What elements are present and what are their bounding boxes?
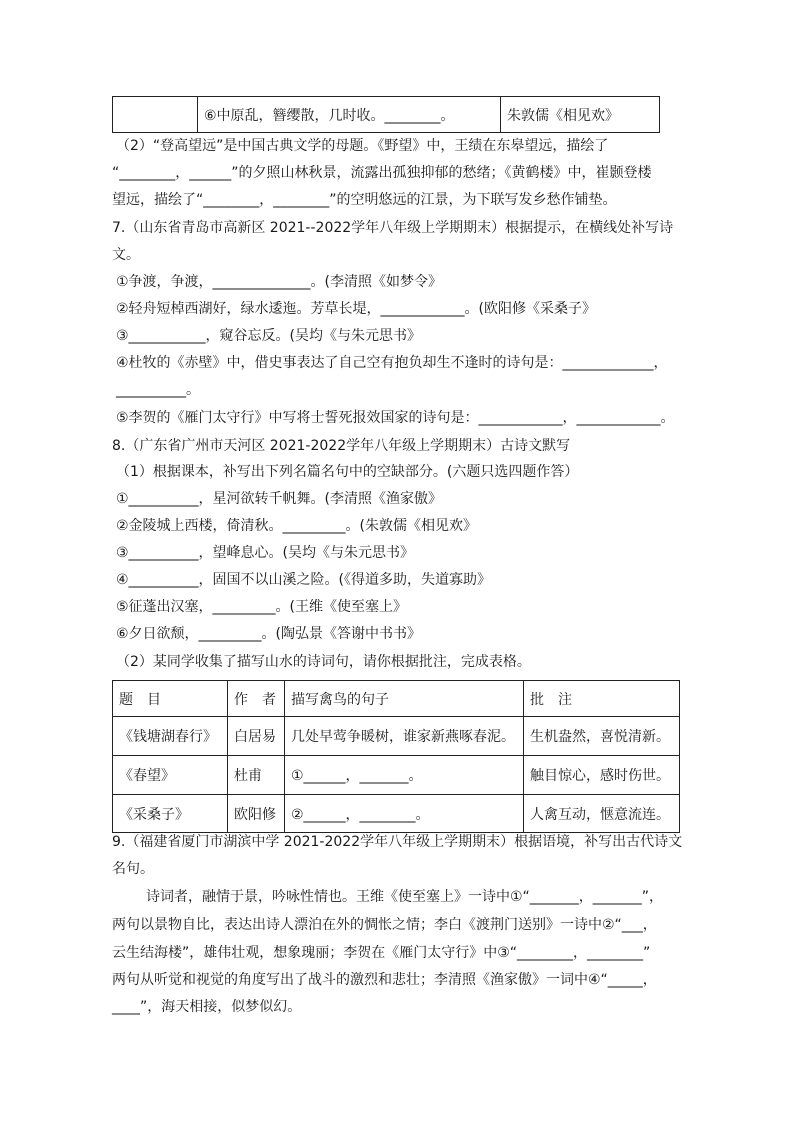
table-cell-author: 欧阳修 xyxy=(228,795,285,833)
table-cell-author: 白居易 xyxy=(228,717,285,756)
table-cell-sentence: 几处早莺争暖树，谁家新燕啄春泥。 xyxy=(285,717,524,756)
q7-item-5: ⑤李贺的《雁门太守行》中写将士誓死报效国家的诗句是：____________，____________。 xyxy=(116,410,675,426)
q9-title: 9.（福建省厦门市湖滨中学 2021-2022学年八年级上学期期末）根据语境，补写出古代诗文 xyxy=(112,834,683,850)
q8-item-3: ③__________，望峰息心。(吴均《与朱元思书》 xyxy=(116,545,415,561)
q7-item-2: ②轻舟短棹西湖好，绿水逶迤。芳草长堤，____________。(欧阳修《采桑子》 xyxy=(116,301,597,317)
table-cell-note: 人禽互动，惬意流连。 xyxy=(524,795,680,833)
q7-title-cont: 文。 xyxy=(112,247,140,263)
top-table-cell-empty xyxy=(113,97,198,133)
table-cell-note: 生机盎然，喜悦清新。 xyxy=(524,717,680,756)
q9-paragraph-line-1: 诗词者，融情于景，吟咏性情也。王维《使至塞上》一诗中①“_______，_______”， xyxy=(146,889,664,905)
q7-item-1: ①争渡，争渡，______________。(李清照《如梦令》 xyxy=(116,274,443,290)
q8-item-4: ④__________，固国不以山溪之险。(《得道多助，失道寡助》 xyxy=(116,572,492,588)
table-cell-sentence: ②______，________。 xyxy=(285,795,524,833)
q9-paragraph-line-2: 两句以景物自比，表达出诗人漂泊在外的惆怅之情；李白《渡荆门送别》一诗中②“___， xyxy=(112,917,657,933)
table-header-row xyxy=(113,681,680,717)
table-cell-sentence: ①______，_______。 xyxy=(285,756,524,795)
q9-paragraph-line-5: ____”，海天相接，似梦似幻。 xyxy=(112,999,302,1015)
top-table-cell-right: 朱敦儒《相见欢》 xyxy=(501,97,660,133)
table-header-author: 作 者 xyxy=(228,681,285,717)
table-cell-note: 触目惊心，感时伤世。 xyxy=(524,756,680,795)
table-header-title: 题 目 xyxy=(113,681,228,717)
table-cell-title: 《春望》 xyxy=(113,756,228,795)
q7-title: 7.（山东省青岛市高新区 2021--2022学年八年级上学期期末）根据提示，在横线处补写诗 xyxy=(112,220,674,236)
q9-paragraph-line-4: 两句从听觉和视觉的角度写出了战斗的激烈和悲壮；李清照《渔家傲》一词中④“_____， xyxy=(112,972,657,988)
table-row xyxy=(113,795,680,833)
q8-item-6: ⑥夕日欲颓，_________。(陶弘景《答谢中书书》 xyxy=(116,626,422,642)
q8-item-2: ②金陵城上西楼，倚清秋。_________。(朱敦儒《相见欢》 xyxy=(116,518,478,534)
q7-item-3: ③___________，窥谷忘反。(吴均《与朱元思书》 xyxy=(116,328,422,344)
q8-item-1: ①__________，星河欲转千帆舞。(李清照《渔家傲》 xyxy=(116,491,443,507)
q6-2-line3: 望远，描绘了“________，________”的空明悠远的江景，为下联写发乡愁作铺垫。 xyxy=(112,192,617,208)
q6-2-line1: （2）“登高望远”是中国古典文学的母题。《野望》中，王绩在东皋望远，描绘了 xyxy=(116,138,609,154)
top-table-fragment xyxy=(112,96,660,133)
q9-paragraph-line-3: 云生结海楼”，雄伟壮观，想象瑰丽；李贺在《雁门太守行》中③“________，________” xyxy=(112,945,651,961)
table-cell-title: 《采桑子》 xyxy=(113,795,228,833)
q8-sub1: （1）根据课本，补写出下列名篇名句中的空缺部分。(六题只选四题作答） xyxy=(116,464,579,480)
table-row xyxy=(113,756,680,795)
q8-item-5: ⑤征蓬出汉塞，_________。(王维《使至塞上》 xyxy=(116,599,408,615)
top-table-cell-middle: ⑥中原乱，簪缨散，几时收。________。 xyxy=(198,97,501,133)
table-cell-title: 《钱塘湖春行》 xyxy=(113,717,228,756)
table-header-sentence: 描写禽鸟的句子 xyxy=(285,681,524,717)
q7-item-4-cont: __________。 xyxy=(116,382,200,398)
bird-lines-table xyxy=(112,680,680,833)
q7-item-4: ④杜牧的《赤壁》中，借史事表达了自己空有抱负却生不逢时的诗句是：_____________， xyxy=(116,355,668,371)
table-header-note: 批 注 xyxy=(524,681,680,717)
table-row xyxy=(113,717,680,756)
q8-title: 8.（广东省广州市天河区 2021-2022学年八年级上学期期末）古诗文默写 xyxy=(112,438,571,454)
q6-2-line2: “________，______”的夕照山林秋景，流露出孤独抑郁的愁绪；《黄鹤楼》中，崔颢登楼 xyxy=(112,165,652,181)
q9-title-cont: 名句。 xyxy=(112,861,154,877)
q8-sub2: （2）某同学收集了描写山水的诗词句，请你根据批注，完成表格。 xyxy=(116,654,531,670)
table-cell-author: 杜甫 xyxy=(228,756,285,795)
